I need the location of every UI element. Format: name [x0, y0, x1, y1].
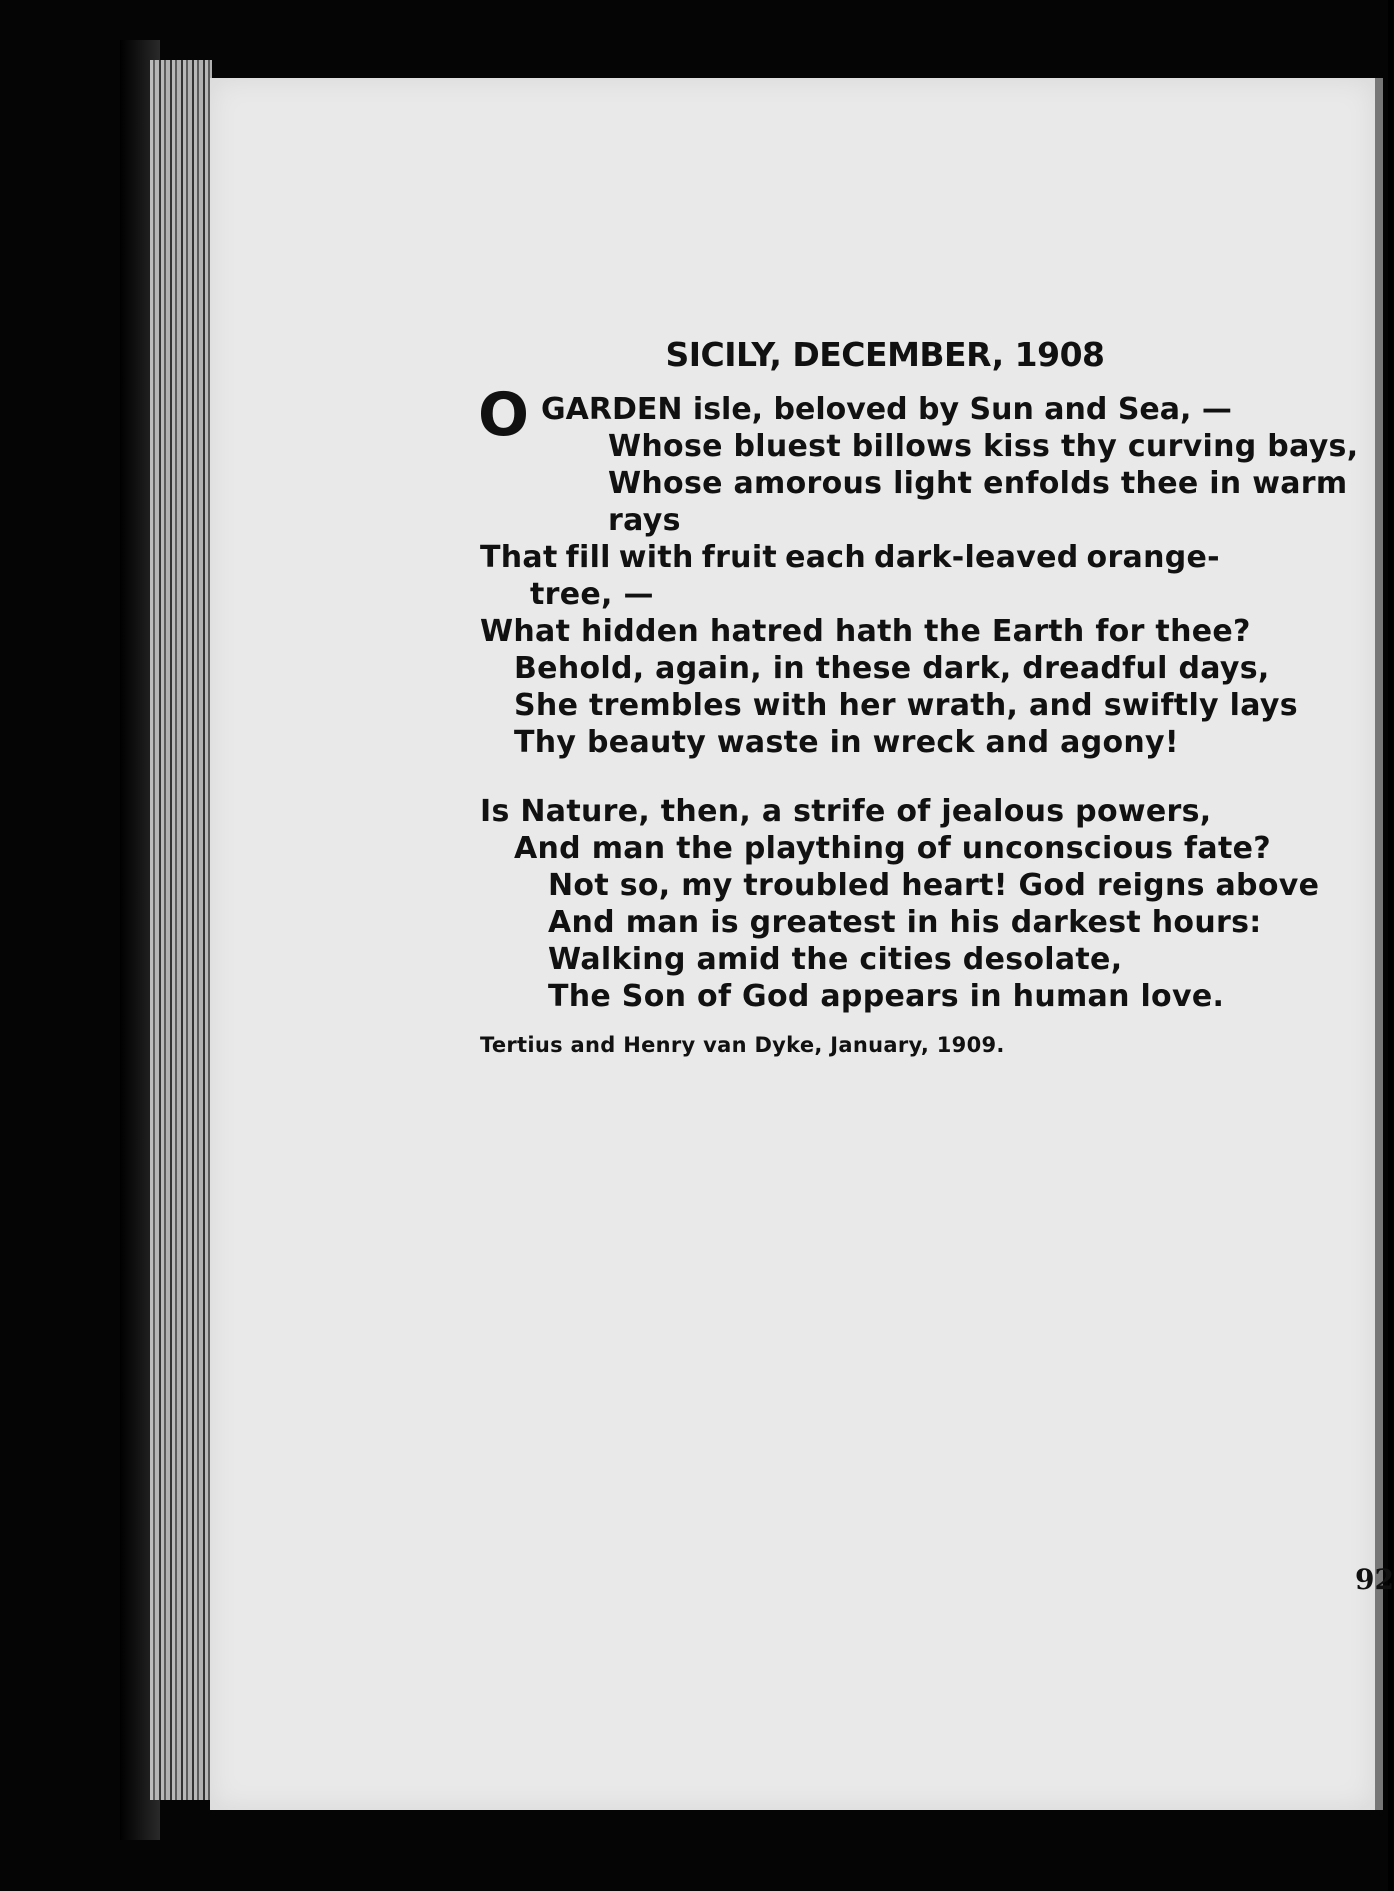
poem-line: tree, — — [530, 577, 654, 612]
poem-line: What hidden hatred hath the Earth for thee? — [480, 614, 1251, 649]
word: That — [480, 540, 558, 575]
stanza-2 — [480, 793, 1320, 1015]
word: dark-leaved — [874, 540, 1079, 575]
word: with — [618, 540, 694, 575]
poem-line: Walking amid the cities desolate, — [548, 942, 1123, 977]
poem-line: Not so, my troubled heart! God reigns above — [548, 868, 1320, 903]
poem-line: And man is greatest in his darkest hours: — [548, 905, 1262, 940]
poem-line-justified — [480, 539, 1220, 576]
page-fore-edge — [150, 60, 212, 1800]
poem-line — [480, 502, 1260, 539]
poem-line: And man the plaything of unconscious fate? — [514, 831, 1271, 866]
poem-line: The Son of God appears in human love. — [548, 979, 1225, 1014]
stanza-1 — [478, 380, 1359, 761]
word: orange- — [1086, 540, 1220, 575]
poem-line-text: rays — [608, 503, 681, 538]
poem-block — [478, 333, 1359, 1057]
poem-line: Whose amorous light enfolds thee in warm — [608, 466, 1348, 501]
poem-line-text: GARDEN isle, beloved by Sun and Sea, — — [541, 392, 1232, 427]
word: fill — [565, 540, 611, 575]
word: fruit — [701, 540, 778, 575]
poem-attribution: Tertius and Henry van Dyke, January, 1909. — [480, 1033, 1005, 1057]
poem-line: Behold, again, in these dark, dreadful days, — [514, 651, 1270, 686]
page-sheet — [210, 78, 1394, 1810]
drop-cap: O — [478, 380, 530, 450]
poem-line: Is Nature, then, a strife of jealous powers, — [480, 794, 1212, 829]
page-number: 92 — [1355, 1563, 1394, 1596]
poem-line: Whose bluest billows kiss thy curving bays, — [608, 429, 1359, 464]
poem-title: SICILY, DECEMBER, 1908 — [665, 335, 1105, 374]
poem-line: She trembles with her wrath, and swiftly lays — [514, 688, 1298, 723]
poem-line: Thy beauty waste in wreck and agony! — [514, 725, 1179, 760]
word: each — [785, 540, 867, 575]
